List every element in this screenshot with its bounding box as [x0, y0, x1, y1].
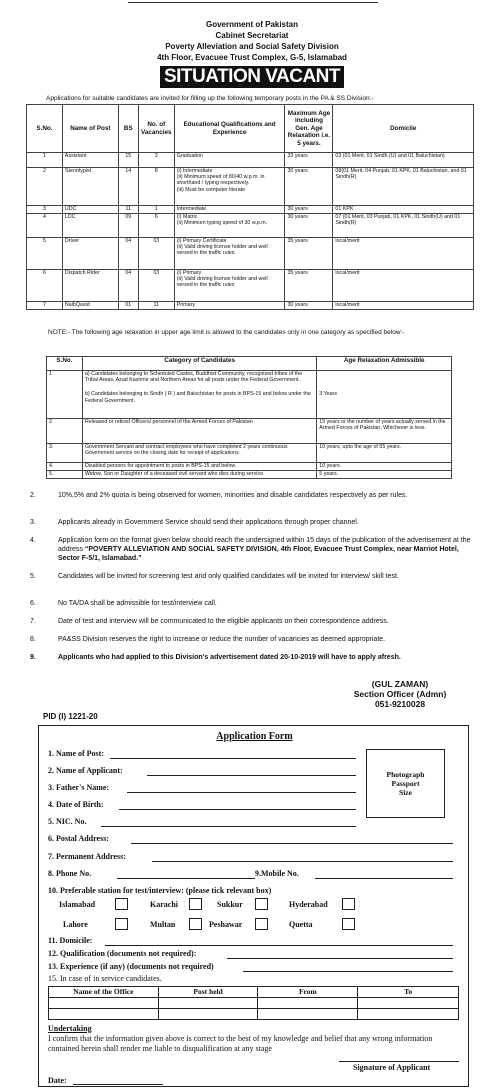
col-post-held: Post held	[158, 987, 258, 998]
col-relaxation: Age Relaxation Admissible	[317, 357, 452, 371]
cell-qualification	[174, 206, 285, 214]
posts-table-header	[27, 105, 474, 153]
paragraph-text: 10%,5% and 2% quota is being observed for women, minorities and disable candidates respectively as per rules.	[58, 492, 408, 499]
cell-sno: 2.	[47, 419, 83, 444]
field-phone-label: 8. Phone No.	[48, 869, 92, 878]
cell-category: Widow, Son or Daughter of a deceased civil servant who dies during service.	[82, 471, 316, 479]
cell-domicile: 08(01 Merit, 04 Punjab, 01 KPK, 01 Baluchistan, and 01 Sindh(R)	[333, 168, 474, 206]
paragraph-text: Candidates will be invited for screening test and only qualified candidates will be invited for interview/ skill test.	[58, 573, 399, 580]
service-to-cell[interactable]	[358, 1009, 459, 1020]
station-hyderabad-label: Hyderabad	[289, 900, 328, 909]
field-qualification[interactable]	[227, 958, 453, 959]
col-domicile: Domicile	[333, 105, 474, 153]
cell-relaxation: 10 years, upto the age of 55 years.	[317, 444, 452, 463]
station-peshawar-label: Peshawar	[209, 920, 243, 929]
paragraph-text: Applicants already in Government Service should send their applications through proper channel.	[58, 519, 359, 526]
table-row	[27, 206, 474, 214]
paragraph-2	[30, 491, 482, 500]
field-permanent-address[interactable]	[152, 861, 453, 862]
paragraph-text: No TA/DA shall be admissible for test/interview call.	[58, 600, 217, 607]
field-dob[interactable]	[119, 809, 356, 810]
qual-line: Graduation	[176, 153, 203, 159]
cell-post: Driver	[62, 238, 118, 270]
table-row	[27, 153, 474, 168]
paragraph-text: PA&SS Division reserves the right to increase or reduce the number of vacancies as deemed appropriate.	[58, 636, 386, 643]
cell-post: Dispatch Rider	[62, 270, 118, 302]
paragraph-text-a: Application form on the format given below should reach the undersigned within 15 days of the publication of the advertisement at the address	[58, 537, 471, 553]
table-row	[47, 471, 452, 479]
station-sukkur-label: Sukkur	[217, 900, 243, 909]
service-from-cell[interactable]	[258, 998, 358, 1009]
cell-domicile: local/merit	[333, 302, 474, 310]
field-experience-label: 13. Experience (if any) (documents not required)	[48, 962, 214, 971]
cell-sno: 5	[27, 238, 63, 270]
posts-table	[26, 104, 474, 310]
qual-line: (i) Primary Certificate	[176, 238, 227, 244]
field-mobile-label: 9.Mobile No.	[255, 869, 299, 878]
in-service-table	[48, 986, 459, 1020]
service-post-cell[interactable]	[158, 1009, 258, 1020]
qual-line: Intermediate	[176, 206, 207, 212]
cell-category: Released or retired Officers/ personnel of the Armed Forces of Pakistan	[82, 419, 316, 444]
header-line-2: Cabinet Secretariat	[215, 31, 289, 40]
table-row	[47, 371, 452, 419]
form-title	[39, 731, 470, 743]
field-name-of-post[interactable]	[110, 758, 356, 759]
col-sno: S.No.	[47, 357, 83, 371]
station-sukkur-checkbox[interactable]	[255, 898, 268, 910]
qual-line: (iii) Must be computer literate	[176, 186, 246, 193]
station-quetta-checkbox[interactable]	[342, 918, 355, 930]
cell-category	[82, 371, 316, 419]
station-peshawar-checkbox[interactable]	[255, 918, 268, 930]
qual-line: (i) Primary	[176, 270, 202, 276]
paragraph-number: 5.	[30, 573, 36, 580]
cell-bs: 14	[118, 168, 138, 206]
cell-bs: 11	[118, 206, 138, 214]
field-name-of-post-label: 1. Name of Post:	[48, 749, 104, 758]
cell-sno: 3.	[47, 444, 83, 463]
table-row	[27, 302, 474, 310]
cell-bs: 15	[118, 153, 138, 168]
service-post-cell[interactable]	[158, 998, 258, 1009]
cell-age: 35 years	[285, 270, 333, 302]
cell-sno: 1	[47, 371, 83, 419]
field-nic-label: 5. NIC. No.	[48, 817, 87, 826]
field-postal-address[interactable]	[131, 843, 453, 844]
paragraph-9	[30, 653, 482, 662]
qual-line: (ii) Valid driving license holder and well versed in the traffic rules	[176, 276, 268, 289]
cell-post: NaibQasid	[62, 302, 118, 310]
officer-name: (GUL ZAMAN)	[371, 679, 429, 689]
cell-qualification	[174, 238, 285, 270]
in-service-label: 15. In case of in service candidates.	[48, 974, 162, 983]
table-row	[27, 238, 474, 270]
qual-line: (ii) Minimum typing speed of 30 w.p.m.	[176, 220, 268, 227]
situation-vacant-banner: SITUATION VACANT	[160, 66, 344, 88]
cell-vacancies: 1	[138, 206, 174, 214]
cell-post: LDC	[62, 214, 118, 238]
cell-age: 30 years	[285, 168, 333, 206]
table-row	[47, 463, 452, 471]
category-line: b) Candidates belonging to Sindh ( R ) and Baluchistan for posts in BPS-15 and below under the Federal Government.	[84, 391, 311, 404]
cell-domicile: 01 KPK	[333, 206, 474, 214]
cell-vacancies: 03	[138, 238, 174, 270]
paragraph-text: Date of test and interview will be communicated to the eligible applicants on their correspondence address.	[58, 618, 389, 625]
cell-domicile: local/merit	[333, 270, 474, 302]
station-karachi-checkbox[interactable]	[189, 898, 202, 910]
cell-post: Stenotypist	[62, 168, 118, 206]
qual-line: (ii) Minimum speed of 80/40 w.p.m. in shorthand / typing respectively.	[176, 174, 265, 187]
cell-category: Disabled persons for appointment to posts in BPS-15 and below.	[82, 463, 316, 471]
field-postal-address-label: 6. Postal Address:	[48, 834, 109, 843]
service-to-cell[interactable]	[358, 998, 459, 1009]
table-row	[49, 998, 459, 1009]
officer-title: Section Officer (Admn)	[353, 689, 447, 699]
station-multan-label: Multan	[150, 920, 176, 929]
service-from-cell[interactable]	[258, 1009, 358, 1020]
photograph-box	[366, 749, 445, 818]
table-row	[27, 214, 474, 238]
applicant-signature-line[interactable]	[339, 1061, 459, 1062]
paragraph-number: 3.	[30, 519, 36, 526]
cell-relaxation: 15 years or the number of years actually served in the Armed Forces of Pakistan, Whichever is less.	[317, 419, 452, 444]
field-qualification-label: 12. Qualification (documents not required):	[48, 949, 197, 958]
station-islamabad-checkbox[interactable]	[115, 898, 128, 910]
cell-vacancies: 3	[138, 153, 174, 168]
cell-bs: 09	[118, 214, 138, 238]
undertaking-title: Undertaking	[48, 1024, 92, 1033]
field-applicant-name-label: 2. Name of Applicant:	[48, 766, 123, 775]
field-father-name[interactable]	[127, 792, 356, 793]
date-label: Date:	[48, 1076, 67, 1085]
paragraph-number: 4.	[30, 537, 36, 544]
station-lahore-checkbox[interactable]	[115, 918, 128, 930]
paragraph-number: 2.	[30, 492, 36, 499]
table-row	[47, 444, 452, 463]
date-field[interactable]	[73, 1084, 163, 1085]
table-row	[27, 168, 474, 206]
qual-line: (ii) Valid driving license holder and well versed in the traffic rules.	[176, 244, 268, 257]
col-qualification: Educational Qualifications and Experience	[174, 105, 285, 153]
col-bs: BS	[118, 105, 138, 153]
pid-number: PID (I) 1221-20	[43, 712, 98, 721]
field-domicile[interactable]	[105, 945, 453, 946]
service-office-cell[interactable]	[49, 998, 159, 1009]
officer-phone: 051-9210028	[374, 699, 426, 709]
field-mobile[interactable]	[315, 878, 453, 879]
field-domicile-label: 11. Domicile:	[48, 936, 93, 945]
form-title-text: Application Form	[216, 731, 293, 742]
qual-line: (i) Intermediate	[176, 168, 213, 174]
paragraph-8	[30, 635, 482, 644]
cell-bs: 01	[118, 302, 138, 310]
col-post: Name of Post	[62, 105, 118, 153]
table-row	[47, 419, 452, 444]
col-from: From	[258, 987, 358, 998]
cell-bs: 04	[118, 270, 138, 302]
station-hyderabad-checkbox[interactable]	[342, 898, 355, 910]
field-nic[interactable]	[101, 826, 356, 827]
header-line-3: Poverty Alleviation and Social Safety Division	[165, 42, 339, 51]
cell-sno: 6	[27, 270, 63, 302]
cell-qualification	[174, 153, 285, 168]
table-row	[27, 270, 474, 302]
cell-post: Assistant	[62, 153, 118, 168]
top-rule	[128, 2, 378, 3]
undertaking-text: I confirm that the information given above is correct to the best of my knowledge and belief that any wrong information contained herein shall render me liable to disqualification at any stage	[48, 1034, 433, 1053]
signature-of-applicant-label: Signature of Applicant	[353, 1063, 431, 1072]
field-dob-label: 4. Date of Birth:	[48, 800, 104, 809]
cell-bs: 04	[118, 238, 138, 270]
cell-domicile: local/merit	[333, 238, 474, 270]
paragraph-7	[30, 617, 482, 626]
cell-qualification	[174, 302, 285, 310]
cell-qualification	[174, 270, 285, 302]
application-form	[38, 725, 469, 1087]
cell-domicile: 07 (01 Merit, 03 Punjab, 01 KPK, 01 Sindh(U) and 01 Sindh(R)	[333, 214, 474, 238]
in-service-header	[49, 987, 459, 998]
cell-qualification	[174, 168, 285, 206]
field-father-name-label: 3. Father's Name:	[48, 783, 110, 792]
field-experience[interactable]	[243, 971, 453, 972]
cell-sno: 1	[27, 153, 63, 168]
cell-vacancies: 8	[138, 168, 174, 206]
paragraph-6	[30, 599, 482, 608]
cell-vacancies: 03	[138, 270, 174, 302]
cell-age: 35 years	[285, 238, 333, 270]
paragraph-4	[30, 536, 482, 563]
age-relaxation-note: NOTE:- The following age relaxation in upper age limit is allowed to the candidates only in one category as specified below:-	[48, 329, 405, 336]
col-category: Category of Candidates	[82, 357, 316, 371]
paragraph-number: 7.	[30, 618, 36, 625]
relaxation-table	[46, 356, 452, 479]
table-row	[49, 1009, 459, 1020]
col-sno: S.No.	[27, 105, 63, 153]
header-line-1: Government of Pakistan	[205, 20, 299, 29]
cell-domicile: 03 (01 Merit, 01 Sindh (U) and 01 Baluchistan)	[333, 153, 474, 168]
qual-line: (i) Matric	[176, 214, 198, 220]
paragraph-number: 6.	[30, 600, 36, 607]
cell-sno: 5.	[47, 471, 83, 479]
photo-line: Passport	[391, 779, 420, 788]
officer-signature-block	[330, 679, 470, 709]
cell-relaxation: 5 years.	[317, 471, 452, 479]
service-office-cell[interactable]	[49, 1009, 159, 1020]
cell-sno: 4.	[47, 463, 83, 471]
col-to: To	[358, 987, 459, 998]
station-quetta-label: Quetta	[289, 920, 313, 929]
station-karachi-label: Karachi	[150, 900, 178, 909]
field-permanent-address-label: 7. Permanent Address:	[48, 852, 126, 861]
paragraph-5	[30, 572, 482, 581]
qual-line: Primary	[176, 302, 196, 308]
cell-sno: 3	[27, 206, 63, 214]
cell-relaxation: 3 Years	[317, 371, 452, 419]
station-islamabad-label: Islamabad	[59, 900, 96, 909]
cell-vacancies: 6	[138, 214, 174, 238]
photo-line: Photograph	[386, 770, 425, 779]
field-applicant-name[interactable]	[147, 775, 356, 776]
relaxation-table-header	[47, 357, 452, 371]
station-multan-checkbox[interactable]	[189, 918, 202, 930]
cell-category: Government Servant and contract employees who have completed 2 years continuous Government service on the closing date for receipt of applications.	[82, 444, 316, 463]
paragraph-text: Applicants who had applied to this Division's advertisement dated 20-10-2019 will have to apply afresh.	[58, 654, 401, 661]
cell-relaxation: 10 years.	[317, 463, 452, 471]
paragraph-text	[58, 536, 482, 563]
cell-sno: 4	[27, 214, 63, 238]
paragraph-number: 9.	[30, 654, 36, 661]
col-vacancies: No. of Vacancies	[138, 105, 174, 153]
paragraph-3	[30, 518, 482, 527]
cell-age: 30 years	[285, 206, 333, 214]
cell-sno: 2	[27, 168, 63, 206]
cell-age: 30 years	[285, 214, 333, 238]
cell-age: 30 years	[285, 302, 333, 310]
cell-vacancies: 11	[138, 302, 174, 310]
photo-line: Size	[399, 788, 412, 797]
intro-text: Applications for suitable candidates are invited for filling up the following temporary posts in the PA & SS Division:-	[46, 95, 374, 102]
cell-qualification	[174, 214, 285, 238]
col-office: Name of the Office	[49, 987, 159, 998]
col-age: Maximum Age including Gen. Age Relaxation i.e. 5 years.	[285, 105, 333, 153]
category-line: a) Candidates belonging to Scheduled Castes, Buddhist Community, recognized tribes of the Tribal Areas, Azad Kashmir and Northern Areas for all posts under the Federal Government.	[84, 371, 303, 384]
header-line-4: 4th Floor, Evacuee Trust Complex, G-5, Islamabad	[157, 53, 347, 62]
cell-post: UDC	[62, 206, 118, 214]
field-phone[interactable]	[117, 878, 255, 879]
preferable-station-label: 10. Preferable station for test/interview: (please tick relevant box)	[48, 886, 272, 895]
cell-age: 33 years	[285, 153, 333, 168]
division-address: “POVERTY ALLEVIATION AND SOCIAL SAFETY DIVISION, 4th Floor, Evacuee Trust Complex, near Marriot Hotel, Sector F-5/1, Islamabad.”	[58, 546, 459, 562]
station-lahore-label: Lahore	[63, 920, 88, 929]
paragraph-number: 8.	[30, 636, 36, 643]
cell-sno: 7	[27, 302, 63, 310]
